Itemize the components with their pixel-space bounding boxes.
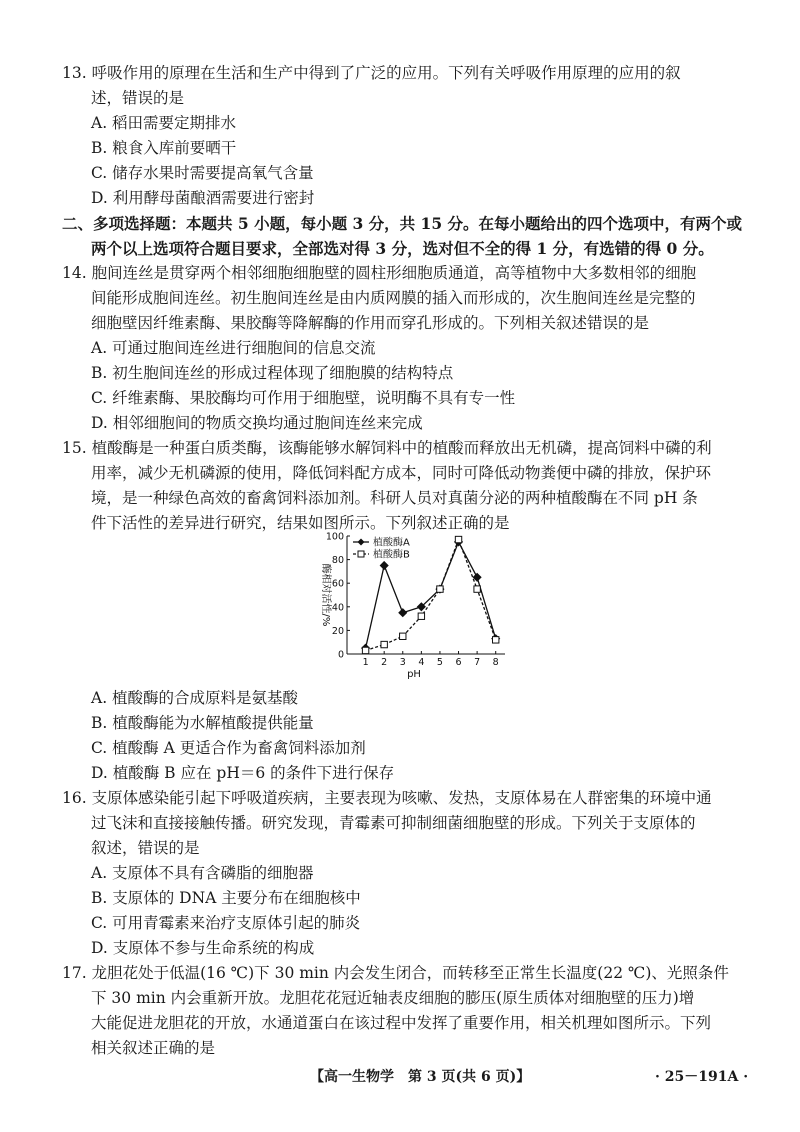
series-b-point xyxy=(437,586,443,592)
chart-svg xyxy=(305,530,515,690)
series-a-point xyxy=(380,562,388,570)
series-a-point xyxy=(399,609,407,617)
x-tick-label: 2 xyxy=(381,657,388,668)
q13-option-b: B. 粮食入库前要晒干 xyxy=(91,139,237,157)
legend-marker-b xyxy=(358,551,364,557)
series-b-point xyxy=(455,536,461,542)
series-b-point xyxy=(493,637,499,643)
q14-stem: 14. 胞间连丝是贯穿两个相邻细胞细胞壁的圆柱形细胞质通道，高等植物中大多数相邻的细胞 xyxy=(62,264,697,282)
y-tick-label: 100 xyxy=(325,531,344,543)
x-tick-label: 5 xyxy=(436,657,443,668)
y-tick-label: 0 xyxy=(337,649,344,661)
legend-label-a: 植酸酶A xyxy=(373,537,410,549)
q17-stem: 17. 龙胆花处于低温(16 ℃)下 30 min 内会发生闭合，而转移至正常生长温度(22 ℃)、光照条件 xyxy=(62,964,729,982)
x-tick-label: 6 xyxy=(455,657,462,668)
y-tick-label: 40 xyxy=(331,602,344,614)
q15-option-b: B. 植酸酶能为水解植酸提供能量 xyxy=(91,714,314,732)
q14-option-b: B. 初生胞间连丝的形成过程体现了细胞膜的结构特点 xyxy=(91,364,454,382)
page-footer xyxy=(0,1066,800,1092)
q16-option-b: B. 支原体的 DNA 主要分布在细胞核中 xyxy=(91,889,361,907)
section2-heading: 二、多项选择题：本题共 5 小题，每小题 3 分，共 15 分。在每小题给出的四个选项中，有两个或 xyxy=(62,214,743,233)
x-tick-label: 1 xyxy=(362,657,369,668)
x-tick-label: 4 xyxy=(418,657,425,668)
footer-page-info: 【高一生物学 第 3 页(共 6 页)】 xyxy=(310,1069,531,1085)
q17-stem-cont-3: 相关叙述正确的是 xyxy=(91,1039,216,1057)
q14-option-a: A. 可通过胞间连丝进行细胞间的信息交流 xyxy=(91,339,376,357)
q16-option-d: D. 支原体不参与生命系统的构成 xyxy=(91,939,315,957)
legend-label-b: 植酸酶B xyxy=(373,549,410,561)
section2-heading-cont: 两个以上选项符合题目要求，全部选对得 3 分，选对但不全的得 1 分，有选错的得 0 分。 xyxy=(91,239,714,258)
q13-stem-cont: 述，错误的是 xyxy=(91,89,185,107)
q15-stem-cont-1: 用率，减少无机磷源的使用，降低饲料配方成本，同时可降低动物粪便中磷的排放，保护环 xyxy=(91,464,712,482)
q15-stem: 15. 植酸酶是一种蛋白质类酶，该酶能够水解饲料中的植酸而释放出无机磷，提高饲料中磷的利 xyxy=(62,439,712,457)
x-tick-label: 3 xyxy=(399,657,406,668)
q16-option-c: C. 可用青霉素来治疗支原体引起的肺炎 xyxy=(91,914,361,932)
q15-stem-cont-3: 件下活性的差异进行研究，结果如图所示。下列叙述正确的是 xyxy=(91,514,510,532)
enzyme-activity-chart xyxy=(305,530,515,690)
q16-stem: 16. 支原体感染能引起下呼吸道疾病，主要表现为咳嗽、发热，支原体易在人群密集的环境中通 xyxy=(62,789,712,807)
series-b-point xyxy=(381,641,387,647)
q17-stem-cont-1: 下 30 min 内会重新开放。龙胆花花冠近轴表皮细胞的膨压(原生质体对细胞壁的压力)增 xyxy=(91,989,695,1007)
series-b-point xyxy=(400,633,406,639)
q13-option-a: A. 稻田需要定期排水 xyxy=(91,114,237,132)
x-tick-label: 8 xyxy=(492,657,499,668)
y-axis-label: 酶相对活性/% xyxy=(320,563,331,627)
x-tick-label: 7 xyxy=(474,657,481,668)
q14-option-c: C. 纤维素酶、果胶酶均可作用于细胞壁，说明酶不具有专一性 xyxy=(91,389,516,407)
q13-stem: 13. 呼吸作用的原理在生活和生产中得到了广泛的应用。下列有关呼吸作用原理的应用的叙 xyxy=(62,64,681,82)
x-axis-label: pH xyxy=(407,669,421,680)
q16-option-a: A. 支原体不具有含磷脂的细胞器 xyxy=(91,864,314,882)
q14-option-d: D. 相邻细胞间的物质交换均通过胞间连丝来完成 xyxy=(91,414,423,432)
y-tick-label: 20 xyxy=(331,625,344,637)
q16-stem-cont-1: 过飞沫和直接接触传播。研究发现，青霉素可抑制细菌细胞壁的形成。下列关于支原体的 xyxy=(91,814,696,832)
q14-stem-cont-1: 间能形成胞间连丝。初生胞间连丝是由内质网膜的插入而形成的，次生胞间连丝是完整的 xyxy=(91,289,696,307)
series-b-point xyxy=(362,647,368,653)
y-tick-label: 60 xyxy=(331,578,344,590)
q15-stem-cont-2: 境，是一种绿色高效的畜禽饲料添加剂。科研人员对真菌分泌的两种植酸酶在不同 pH 条 xyxy=(91,489,698,507)
q15-option-a: A. 植酸酶的合成原料是氨基酸 xyxy=(91,689,299,707)
q14-stem-cont-2: 细胞壁因纤维素酶、果胶酶等降解酶的作用而穿孔形成的。下列相关叙述错误的是 xyxy=(91,314,650,332)
y-tick-label: 80 xyxy=(331,555,344,567)
q15-option-c: C. 植酸酶 A 更适合作为畜禽饲料添加剂 xyxy=(91,739,366,757)
q13-option-d: D. 利用酵母菌酿酒需要进行密封 xyxy=(91,189,315,207)
q13-option-c: C. 储存水果时需要提高氧气含量 xyxy=(91,164,314,182)
q17-stem-cont-2: 大能促进龙胆花的开放，水通道蛋白在该过程中发挥了重要作用，相关机理如图所示。下列 xyxy=(91,1014,712,1032)
series-b-point xyxy=(418,613,424,619)
q16-stem-cont-2: 叙述，错误的是 xyxy=(91,839,200,857)
series-b-point xyxy=(474,586,480,592)
footer-exam-code: · 25－191A · xyxy=(655,1069,749,1085)
legend-marker-a xyxy=(358,539,365,546)
q15-option-d: D. 植酸酶 B 应在 pH＝6 的条件下进行保存 xyxy=(91,764,395,782)
